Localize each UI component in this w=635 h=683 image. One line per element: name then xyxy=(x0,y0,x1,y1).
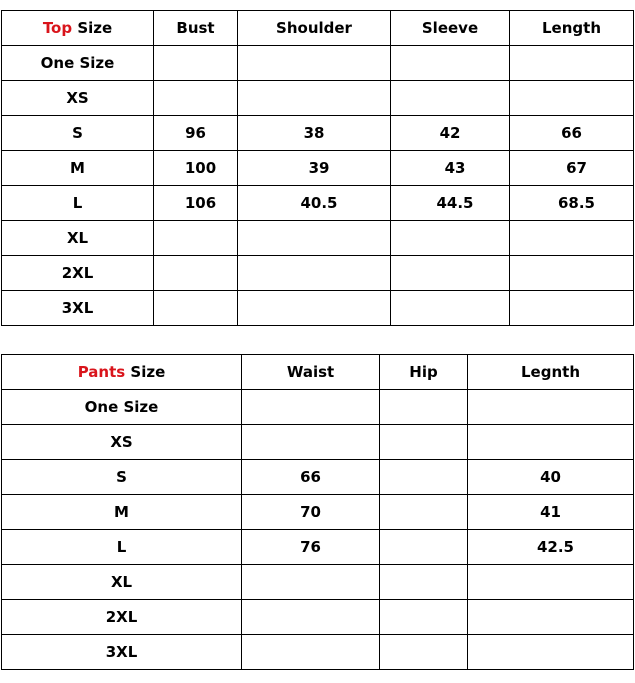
size-label: One Size xyxy=(2,46,154,81)
size-label: L xyxy=(2,530,242,565)
pants-col-header: Waist xyxy=(242,355,380,390)
pants-header-row xyxy=(2,355,634,390)
measure-cell xyxy=(380,600,468,635)
measure-cell xyxy=(238,46,391,81)
measure-cell: 43 xyxy=(391,151,510,186)
size-label: L xyxy=(2,186,154,221)
table-row xyxy=(2,46,634,81)
measure-cell xyxy=(242,600,380,635)
measure-cell xyxy=(380,390,468,425)
table-row xyxy=(2,390,634,425)
pants-col-header: Legnth xyxy=(468,355,634,390)
measure-cell: 67 xyxy=(510,151,634,186)
measure-cell xyxy=(238,256,391,291)
measure-cell xyxy=(154,46,238,81)
measure-cell xyxy=(510,46,634,81)
measure-cell xyxy=(238,81,391,116)
measure-cell xyxy=(468,600,634,635)
measure-cell: 38 xyxy=(238,116,391,151)
measure-cell: 40 xyxy=(468,460,634,495)
measure-cell xyxy=(468,390,634,425)
size-label: XL xyxy=(2,221,154,256)
pants-title-cell xyxy=(2,355,242,390)
measure-cell xyxy=(242,425,380,460)
measure-cell: 70 xyxy=(242,495,380,530)
measure-cell xyxy=(154,256,238,291)
size-label: XS xyxy=(2,425,242,460)
top-title-rest: Size xyxy=(72,19,113,37)
measure-cell xyxy=(154,221,238,256)
size-label: 3XL xyxy=(2,635,242,670)
table-row xyxy=(2,530,634,565)
measure-cell xyxy=(242,635,380,670)
measure-cell: 96 xyxy=(154,116,238,151)
measure-cell xyxy=(391,81,510,116)
measure-cell: 39 xyxy=(238,151,391,186)
measure-cell xyxy=(510,256,634,291)
table-row xyxy=(2,600,634,635)
table-row xyxy=(2,186,634,221)
size-label: One Size xyxy=(2,390,242,425)
measure-cell xyxy=(510,81,634,116)
size-label: 3XL xyxy=(2,291,154,326)
measure-cell xyxy=(510,291,634,326)
size-label: XS xyxy=(2,81,154,116)
measure-cell: 41 xyxy=(468,495,634,530)
measure-cell xyxy=(468,425,634,460)
pants-col-header: Hip xyxy=(380,355,468,390)
pants-size-table xyxy=(1,354,634,670)
measure-cell: 106 xyxy=(154,186,238,221)
table-row xyxy=(2,256,634,291)
top-header-row xyxy=(2,11,634,46)
top-title-accent: Top xyxy=(42,19,73,37)
table-row xyxy=(2,565,634,600)
measure-cell: 42.5 xyxy=(468,530,634,565)
size-label: S xyxy=(2,116,154,151)
size-label: M xyxy=(2,151,154,186)
measure-cell xyxy=(380,565,468,600)
measure-cell: 76 xyxy=(242,530,380,565)
measure-cell xyxy=(380,425,468,460)
measure-cell: 40.5 xyxy=(238,186,391,221)
measure-cell xyxy=(380,495,468,530)
measure-cell xyxy=(391,221,510,256)
measure-cell: 66 xyxy=(510,116,634,151)
table-row xyxy=(2,116,634,151)
measure-cell: 68.5 xyxy=(510,186,634,221)
measure-cell xyxy=(154,291,238,326)
table-row xyxy=(2,81,634,116)
top-col-header: Shoulder xyxy=(238,11,391,46)
size-label: S xyxy=(2,460,242,495)
measure-cell xyxy=(510,221,634,256)
measure-cell xyxy=(391,291,510,326)
measure-cell: 100 xyxy=(154,151,238,186)
size-label: 2XL xyxy=(2,600,242,635)
top-col-header: Length xyxy=(510,11,634,46)
table-row xyxy=(2,635,634,670)
measure-cell: 44.5 xyxy=(391,186,510,221)
measure-cell xyxy=(380,460,468,495)
measure-cell xyxy=(380,530,468,565)
table-row xyxy=(2,151,634,186)
pants-title-rest: Size xyxy=(125,363,166,381)
measure-cell xyxy=(238,221,391,256)
measure-cell xyxy=(238,291,391,326)
table-row xyxy=(2,291,634,326)
pants-title-accent: Pants xyxy=(77,363,126,381)
measure-cell xyxy=(242,565,380,600)
measure-cell xyxy=(468,565,634,600)
measure-cell xyxy=(380,635,468,670)
table-row xyxy=(2,425,634,460)
measure-cell xyxy=(154,81,238,116)
top-size-table xyxy=(1,10,634,326)
top-col-header: Bust xyxy=(154,11,238,46)
size-label: XL xyxy=(2,565,242,600)
measure-cell xyxy=(242,390,380,425)
table-row xyxy=(2,221,634,256)
measure-cell: 66 xyxy=(242,460,380,495)
table-row xyxy=(2,460,634,495)
measure-cell: 42 xyxy=(391,116,510,151)
size-label: 2XL xyxy=(2,256,154,291)
measure-cell xyxy=(391,256,510,291)
top-title-cell xyxy=(2,11,154,46)
measure-cell xyxy=(468,635,634,670)
top-col-header: Sleeve xyxy=(391,11,510,46)
size-label: M xyxy=(2,495,242,530)
table-row xyxy=(2,495,634,530)
measure-cell xyxy=(391,46,510,81)
